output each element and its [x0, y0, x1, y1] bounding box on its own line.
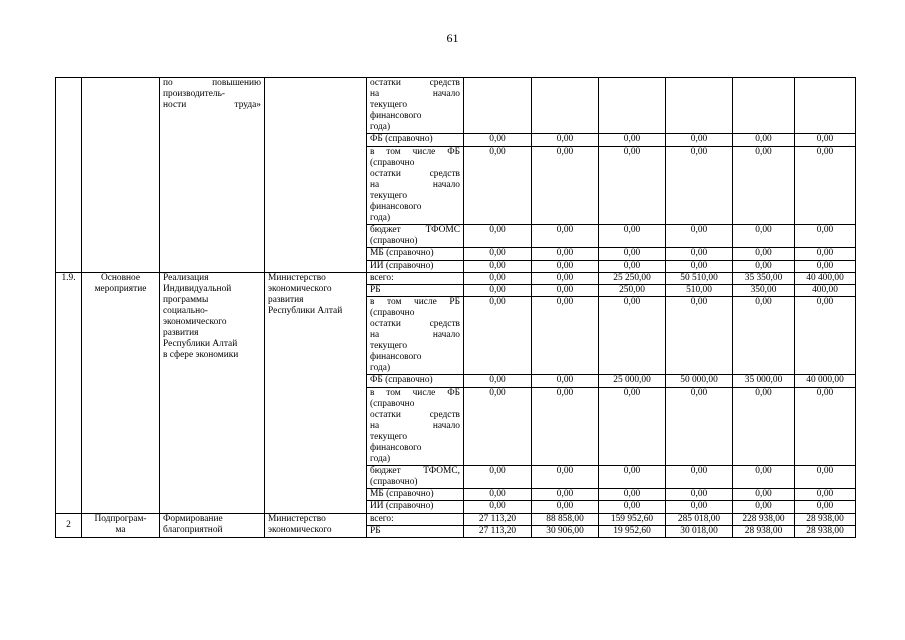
measure-type: Подпрограм- ма — [82, 513, 160, 537]
amount-cell: 0,00 — [532, 248, 599, 260]
funding-source: ФБ (справочно) — [367, 134, 464, 146]
amount-cell: 0,00 — [532, 387, 599, 466]
funding-source: ИИ (справочно) — [367, 260, 464, 272]
amount-cell: 0,00 — [464, 134, 532, 146]
amount-cell: 0,00 — [532, 466, 599, 489]
funding-source: в том числе ФБ (справочно остатки средств на начало текущего финансового года) — [367, 387, 464, 466]
amount-cell: 0,00 — [795, 466, 856, 489]
amount-cell: 0,00 — [795, 146, 856, 225]
amount-cell: 0,00 — [532, 489, 599, 501]
amount-cell: 250,00 — [599, 284, 666, 296]
amount-cell: 50 510,00 — [666, 272, 733, 284]
table-body — [56, 78, 856, 538]
measure-type — [82, 78, 160, 273]
amount-cell: 27 113,20 — [464, 513, 532, 525]
funding-source: всего: — [367, 513, 464, 525]
amount-cell: 0,00 — [532, 272, 599, 284]
table-row — [56, 78, 856, 134]
amount-cell: 0,00 — [599, 387, 666, 466]
amount-cell: 0,00 — [733, 387, 795, 466]
amount-cell: 0,00 — [464, 296, 532, 375]
page-number: 61 — [446, 31, 459, 45]
amount-cell — [733, 78, 795, 134]
amount-cell: 285 018,00 — [666, 513, 733, 525]
amount-cell: 0,00 — [464, 225, 532, 248]
amount-cell: 0,00 — [464, 501, 532, 513]
amount-cell: 0,00 — [532, 134, 599, 146]
amount-cell — [532, 78, 599, 134]
amount-cell: 159 952,60 — [599, 513, 666, 525]
row-number: 2 — [56, 513, 82, 537]
amount-cell: 0,00 — [532, 284, 599, 296]
amount-cell: 0,00 — [795, 296, 856, 375]
amount-cell: 0,00 — [599, 225, 666, 248]
amount-cell: 30 018,00 — [666, 525, 733, 537]
amount-cell: 40 000,00 — [795, 375, 856, 387]
funding-source: остатки средств на начало текущего финансового года) — [367, 78, 464, 134]
amount-cell: 28 938,00 — [795, 525, 856, 537]
measure-name: по повышению производитель- ности труда» — [160, 78, 265, 273]
amount-cell: 19 952,60 — [599, 525, 666, 537]
table-row — [56, 513, 856, 525]
amount-cell: 0,00 — [666, 146, 733, 225]
funding-source: в том числе РБ (справочно остатки средств на начало текущего финансового года) — [367, 296, 464, 375]
measure-name: Реализация Индивидуальной программы социально- экономического развития Республики Алтай в сфере экономики — [160, 272, 265, 513]
amount-cell — [795, 78, 856, 134]
amount-cell: 0,00 — [464, 260, 532, 272]
amount-cell: 0,00 — [733, 260, 795, 272]
amount-cell: 0,00 — [464, 375, 532, 387]
funding-source: бюджет ТФОМС (справочно) — [367, 225, 464, 248]
amount-cell: 0,00 — [666, 501, 733, 513]
budget-table — [55, 77, 856, 538]
amount-cell: 0,00 — [666, 260, 733, 272]
amount-cell: 0,00 — [599, 146, 666, 225]
executor — [265, 78, 367, 273]
amount-cell: 0,00 — [464, 489, 532, 501]
amount-cell: 0,00 — [464, 272, 532, 284]
amount-cell: 350,00 — [733, 284, 795, 296]
amount-cell: 0,00 — [599, 260, 666, 272]
amount-cell: 0,00 — [795, 387, 856, 466]
funding-source: РБ — [367, 525, 464, 537]
amount-cell: 0,00 — [733, 501, 795, 513]
amount-cell — [599, 78, 666, 134]
amount-cell: 35 000,00 — [733, 375, 795, 387]
amount-cell: 0,00 — [599, 466, 666, 489]
amount-cell: 510,00 — [666, 284, 733, 296]
amount-cell: 0,00 — [795, 501, 856, 513]
amount-cell — [666, 78, 733, 134]
amount-cell: 0,00 — [795, 248, 856, 260]
amount-cell: 0,00 — [464, 248, 532, 260]
funding-source: ИИ (справочно) — [367, 501, 464, 513]
executor: Министерство экономического развития Республики Алтай — [265, 272, 367, 513]
amount-cell: 40 400,00 — [795, 272, 856, 284]
amount-cell: 25 000,00 — [599, 375, 666, 387]
amount-cell: 0,00 — [599, 248, 666, 260]
measure-type: Основное мероприятие — [82, 272, 160, 513]
funding-source: ФБ (справочно) — [367, 375, 464, 387]
table-row — [56, 272, 856, 284]
amount-cell: 0,00 — [733, 225, 795, 248]
funding-source: в том числе ФБ (справочно остатки средств на начало текущего финансового года) — [367, 146, 464, 225]
amount-cell: 400,00 — [795, 284, 856, 296]
amount-cell: 0,00 — [464, 146, 532, 225]
amount-cell: 0,00 — [666, 296, 733, 375]
amount-cell: 25 250,00 — [599, 272, 666, 284]
amount-cell: 0,00 — [733, 146, 795, 225]
funding-source: МБ (справочно) — [367, 489, 464, 501]
amount-cell: 0,00 — [599, 489, 666, 501]
amount-cell: 0,00 — [464, 387, 532, 466]
amount-cell: 0,00 — [666, 225, 733, 248]
row-number: 1.9. — [56, 272, 82, 513]
amount-cell — [464, 78, 532, 134]
amount-cell: 88 858,00 — [532, 513, 599, 525]
amount-cell: 0,00 — [795, 134, 856, 146]
amount-cell: 228 938,00 — [733, 513, 795, 525]
amount-cell: 0,00 — [733, 134, 795, 146]
amount-cell: 0,00 — [795, 489, 856, 501]
funding-source: МБ (справочно) — [367, 248, 464, 260]
amount-cell: 0,00 — [733, 248, 795, 260]
amount-cell: 50 000,00 — [666, 375, 733, 387]
amount-cell: 0,00 — [666, 466, 733, 489]
amount-cell: 0,00 — [599, 296, 666, 375]
amount-cell: 0,00 — [599, 501, 666, 513]
amount-cell: 0,00 — [666, 489, 733, 501]
amount-cell: 28 938,00 — [733, 525, 795, 537]
amount-cell: 0,00 — [464, 284, 532, 296]
amount-cell: 0,00 — [532, 501, 599, 513]
amount-cell: 0,00 — [733, 296, 795, 375]
row-number — [56, 78, 82, 273]
amount-cell: 35 350,00 — [733, 272, 795, 284]
amount-cell: 0,00 — [666, 387, 733, 466]
amount-cell: 0,00 — [532, 146, 599, 225]
amount-cell: 0,00 — [532, 225, 599, 248]
executor: Министерство экономического — [265, 513, 367, 537]
amount-cell: 0,00 — [733, 466, 795, 489]
amount-cell: 0,00 — [532, 296, 599, 375]
amount-cell: 0,00 — [464, 466, 532, 489]
funding-source: бюджет ТФОМС, (справочно) — [367, 466, 464, 489]
amount-cell: 0,00 — [666, 134, 733, 146]
funding-source: РБ — [367, 284, 464, 296]
funding-source: всего: — [367, 272, 464, 284]
amount-cell: 0,00 — [795, 225, 856, 248]
amount-cell: 0,00 — [666, 248, 733, 260]
amount-cell: 0,00 — [599, 134, 666, 146]
amount-cell: 0,00 — [733, 489, 795, 501]
amount-cell: 30 906,00 — [532, 525, 599, 537]
amount-cell: 0,00 — [795, 260, 856, 272]
measure-name: Формирование благоприятной — [160, 513, 265, 537]
amount-cell: 0,00 — [532, 260, 599, 272]
amount-cell: 27 113,20 — [464, 525, 532, 537]
amount-cell: 0,00 — [532, 375, 599, 387]
amount-cell: 28 938,00 — [795, 513, 856, 525]
